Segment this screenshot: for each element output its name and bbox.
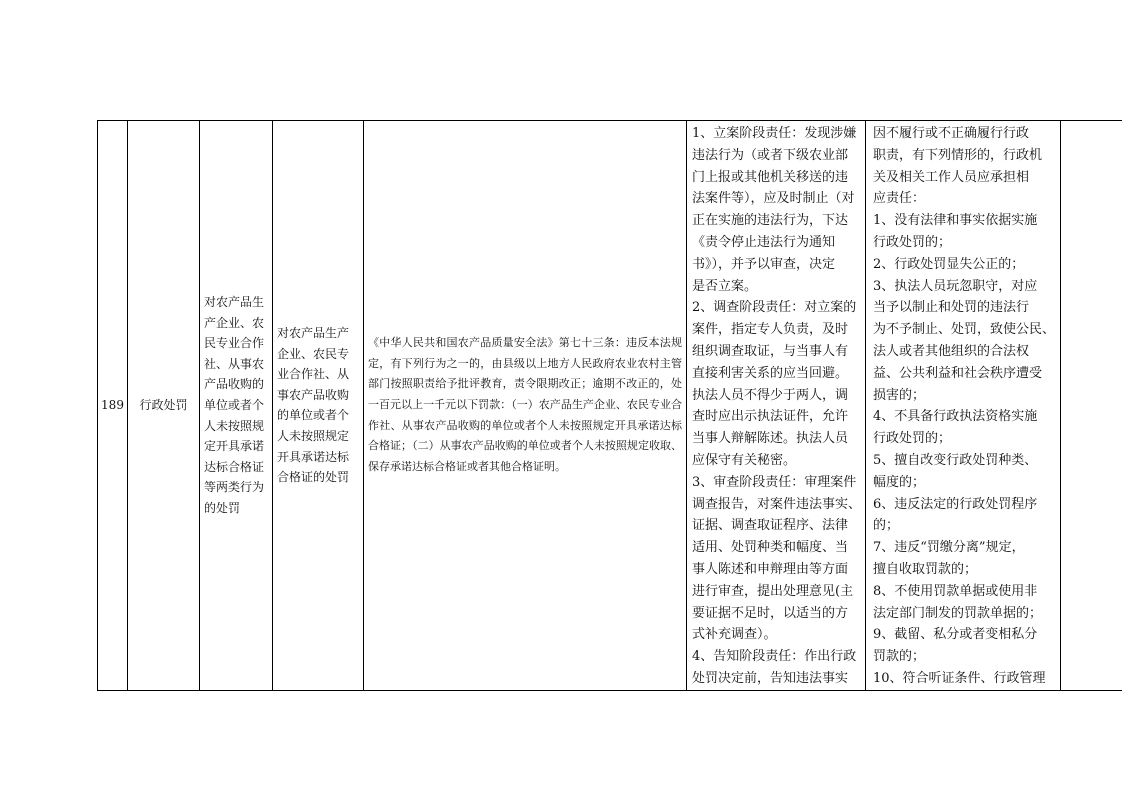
responsibility-line: 当事人辩解陈述。执法人员 bbox=[692, 431, 849, 447]
responsibility-line: 案件，指定专人负责，及时 bbox=[692, 322, 849, 338]
responsibility-line: 《责令停止违法行为通知 bbox=[692, 234, 836, 250]
responsibility-line: 直接利害关系的应当回避。 bbox=[692, 365, 849, 381]
row-number: 189 bbox=[98, 121, 128, 691]
remarks bbox=[1061, 121, 1122, 691]
responsibility-line: 证据、调查取证程序、法律 bbox=[692, 518, 849, 534]
accountability-line: 4、不具备行政执法资格实施 bbox=[873, 409, 1038, 425]
responsibility-line: 4、告知阶段责任：作出行政 bbox=[692, 649, 857, 665]
accountability-line: 职责，有下列情形的，行政机 bbox=[873, 147, 1043, 163]
accountability-line: 为不予制止、处罚，致使公民、 bbox=[873, 322, 1056, 338]
responsibility-line: 查时应出示执法证件，允许 bbox=[692, 409, 849, 425]
accountability-line: 2、行政处罚显失公正的； bbox=[873, 256, 1025, 272]
accountability-line: 7、违反“罚缴分离”规定， bbox=[873, 540, 1025, 556]
responsibility-line: 违法行为（或者下级农业部 bbox=[692, 147, 849, 163]
accountability-items bbox=[866, 121, 1061, 691]
accountability-line: 罚款的； bbox=[873, 649, 926, 665]
accountability-line: 行政处罚的； bbox=[873, 234, 952, 250]
accountability-line: 擅自收取罚款的； bbox=[873, 561, 978, 577]
responsibility-line: 书》），并予以审查，决定 bbox=[692, 256, 836, 272]
responsibility-line: 是否立案。 bbox=[692, 278, 758, 294]
power-type: 行政处罚 bbox=[128, 121, 200, 691]
accountability-line: 益、公共利益和社会秩序遭受 bbox=[873, 365, 1043, 381]
accountability-line: 的； bbox=[873, 518, 900, 534]
power-list-table bbox=[97, 120, 1122, 691]
responsibility-line: 事人陈述和申辩理由等方面 bbox=[692, 561, 849, 577]
accountability-line: 5、擅自改变行政处罚种类、 bbox=[873, 452, 1038, 468]
accountability-line: 10、符合听证条件、行政管理 bbox=[873, 670, 1046, 686]
accountability-line: 因不履行或不正确履行行政 bbox=[873, 126, 1030, 141]
accountability-line: 1、没有法律和事实依据实施 bbox=[873, 213, 1038, 229]
responsibility-line: 适用、处罚种类和幅度、当 bbox=[692, 540, 849, 556]
responsibility-line: 3、审查阶段责任：审理案件 bbox=[692, 474, 857, 490]
sub-item-name: 对农产品生产企业、农民专业合作社、从事农产品收购的单位或者个人未按照规定开具承诺达标合格证的处罚 bbox=[273, 121, 364, 691]
responsibility-line: 2、调查阶段责任：对立案的 bbox=[692, 300, 857, 316]
responsibility-line: 组织调查取证，与当事人有 bbox=[692, 343, 849, 359]
responsibility-line: 式补充调查）。 bbox=[692, 627, 777, 643]
legal-basis: 《中华人民共和国农产品质量安全法》第七十三条：违反本法规定，有下列行为之一的，由县级以上地方人民政府农业农村主管部门按照职责给予批评教育，责令限期改正；逾期不改正的，处一百元以上一千元以下罚款：（一）农产品生产企业、农民专业合作社、从事农产品收购的单位或者个人未按照规定开具承诺达标合格证；（二）从事农产品收购的单位或者个人未按照规定收取、保存承诺达标合格证或者其他合格证明。 bbox=[364, 121, 687, 691]
responsibility-line: 1、立案阶段责任：发现涉嫌 bbox=[692, 126, 857, 141]
accountability-line: 8、不使用罚款单据或使用非 bbox=[873, 583, 1038, 599]
table-row bbox=[98, 121, 1122, 691]
accountability-line: 应责任： bbox=[873, 191, 926, 207]
accountability-line: 9、截留、私分或者变相私分 bbox=[873, 627, 1038, 643]
responsibility-line: 应保守有关秘密。 bbox=[692, 452, 797, 468]
responsibility-line: 门上报或其他机关移送的违 bbox=[692, 169, 849, 185]
accountability-line: 法定部门制发的罚款单据的； bbox=[873, 605, 1043, 621]
item-name: 对农产品生产企业、农民专业合作社、从事农产品收购的单位或者个人未按照规定开具承诺达标合格证等两类行为的处罚 bbox=[200, 121, 273, 691]
responsibility-line: 正在实施的违法行为，下达 bbox=[692, 213, 849, 229]
responsibility-items bbox=[687, 121, 866, 691]
responsibility-line: 执法人员不得少于两人，调 bbox=[692, 387, 849, 403]
responsibility-line: 要证据不足时，以适当的方 bbox=[692, 605, 849, 621]
responsibility-line: 进行审查，提出处理意见(主 bbox=[692, 583, 854, 599]
accountability-line: 行政处罚的； bbox=[873, 431, 952, 447]
accountability-line: 法人或者其他组织的合法权 bbox=[873, 343, 1030, 359]
accountability-line: 当予以制止和处罚的违法行 bbox=[873, 300, 1030, 316]
accountability-line: 6、违反法定的行政处罚程序 bbox=[873, 496, 1038, 512]
accountability-line: 损害的； bbox=[873, 387, 926, 403]
accountability-line: 3、执法人员玩忽职守，对应 bbox=[873, 278, 1038, 294]
responsibility-line: 处罚决定前，告知违法事实 bbox=[692, 670, 849, 686]
responsibility-line: 调查报告，对案件违法事实、 bbox=[692, 496, 862, 512]
responsibility-line: 法案件等），应及时制止（对 bbox=[692, 191, 855, 207]
accountability-line: 幅度的； bbox=[873, 474, 926, 490]
accountability-line: 关及相关工作人员应承担相 bbox=[873, 169, 1030, 185]
